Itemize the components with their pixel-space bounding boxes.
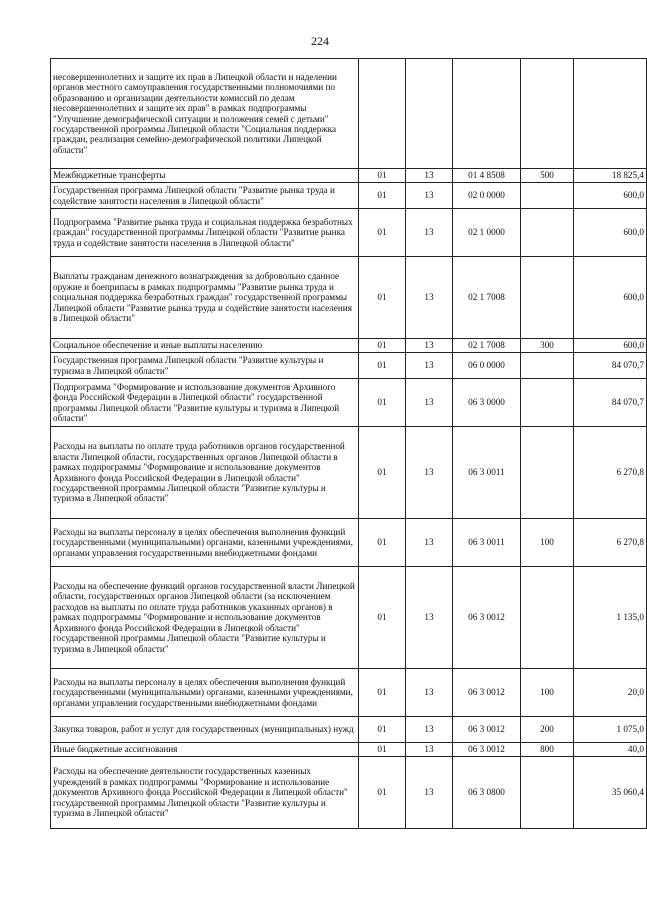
expense-type-code: 200 — [521, 717, 574, 743]
target-article-code: 02 1 0000 — [453, 209, 521, 257]
section-code: 01 — [359, 519, 406, 567]
target-article-code: 06 0 0000 — [453, 353, 521, 379]
subsection-code: 13 — [406, 353, 453, 379]
section-code: 01 — [359, 743, 406, 757]
table-row — [51, 169, 647, 183]
amount-value: 600,0 — [574, 183, 647, 209]
row-description: Государственная программа Липецкой области "Развитие культуры и туризма в Липецкой области" — [51, 353, 359, 379]
table-row — [51, 717, 647, 743]
amount-value: 6 270,8 — [574, 519, 647, 567]
subsection-code: 13 — [406, 567, 453, 669]
table-row — [51, 743, 647, 757]
amount-value: 18 825,4 — [574, 169, 647, 183]
table-row — [51, 427, 647, 519]
subsection-code: 13 — [406, 257, 453, 339]
amount-value: 600,0 — [574, 209, 647, 257]
row-description: Подпрограмма "Развитие рынка труда и социальная поддержка безработных граждан" государственной программы Липецкой области "Развитие рынка труда и содействие занятости населения в Липецкой области" — [51, 209, 359, 257]
section-code: 01 — [359, 257, 406, 339]
expense-type-code — [521, 257, 574, 339]
amount-value: 6 270,8 — [574, 427, 647, 519]
target-article-code: 06 3 0011 — [453, 519, 521, 567]
expense-type-code — [521, 59, 574, 169]
amount-value: 600,0 — [574, 339, 647, 353]
row-description: Расходы на выплаты по оплате труда работников органов государственной власти Липецкой области, государственных органов Липецкой области в рамках подпрограммы "Формирование и использование документов Архивного фонда Российской Федерации в Липецкой области" государственной программы Липецкой области "Развитие культуры и туризма в Липецкой области" — [51, 427, 359, 519]
subsection-code: 13 — [406, 183, 453, 209]
subsection-code: 13 — [406, 717, 453, 743]
row-description: Государственная программа Липецкой области "Развитие рынка труда и содействие занятости населения в Липецкой области" — [51, 183, 359, 209]
table-row — [51, 669, 647, 717]
amount-value: 35 060,4 — [574, 757, 647, 829]
section-code: 01 — [359, 427, 406, 519]
expense-type-code — [521, 183, 574, 209]
row-description: Закупка товаров, работ и услуг для государственных (муниципальных) нужд — [51, 717, 359, 743]
table-row — [51, 567, 647, 669]
amount-value: 1 135,0 — [574, 567, 647, 669]
section-code: 01 — [359, 209, 406, 257]
row-description: Иные бюджетные ассигнования — [51, 743, 359, 757]
table-row — [51, 257, 647, 339]
subsection-code: 13 — [406, 379, 453, 427]
amount-value: 84 070,7 — [574, 353, 647, 379]
amount-value: 600,0 — [574, 257, 647, 339]
target-article-code: 06 3 0012 — [453, 567, 521, 669]
row-description: Социальное обеспечение и иные выплаты населению — [51, 339, 359, 353]
row-description: Подпрограмма "Формирование и использование документов Архивного фонда Российской Федерации в Липецкой области" государственной программы Липецкой области "Развитие культуры и туризма в Липецкой области" — [51, 379, 359, 427]
amount-value: 40,0 — [574, 743, 647, 757]
section-code: 01 — [359, 757, 406, 829]
subsection-code: 13 — [406, 519, 453, 567]
section-code: 01 — [359, 183, 406, 209]
target-article-code: 06 3 0000 — [453, 379, 521, 427]
target-article-code: 06 3 0012 — [453, 743, 521, 757]
expense-type-code — [521, 379, 574, 427]
subsection-code: 13 — [406, 169, 453, 183]
row-description: Выплаты гражданам денежного вознаграждения за добровольно сданное оружие и боеприпасы в рамках подпрограммы "Развитие рынка труда и социальная поддержка безработных граждан" государственной программы Липецкой области "Развитие рынка труда и содействие занятости населения в Липецкой области" — [51, 257, 359, 339]
subsection-code: 13 — [406, 669, 453, 717]
target-article-code: 01 4 8508 — [453, 169, 521, 183]
expense-type-code: 800 — [521, 743, 574, 757]
amount-value: 1 075,0 — [574, 717, 647, 743]
subsection-code: 13 — [406, 427, 453, 519]
row-description: Расходы на выплаты персоналу в целях обеспечения выполнения функций государственными (муниципальными) органами, казенными учреждениями, органами управления государственными внебюджетными фондами — [51, 669, 359, 717]
subsection-code: 13 — [406, 743, 453, 757]
table-row — [51, 183, 647, 209]
expense-type-code: 100 — [521, 669, 574, 717]
expense-type-code — [521, 757, 574, 829]
table-row — [51, 519, 647, 567]
expense-type-code: 100 — [521, 519, 574, 567]
table-row — [51, 757, 647, 829]
page-number: 224 — [311, 34, 329, 48]
section-code: 01 — [359, 669, 406, 717]
table-row — [51, 209, 647, 257]
subsection-code: 13 — [406, 339, 453, 353]
section-code: 01 — [359, 379, 406, 427]
section-code: 01 — [359, 339, 406, 353]
subsection-code — [406, 59, 453, 169]
section-code: 01 — [359, 353, 406, 379]
target-article-code: 06 3 0012 — [453, 669, 521, 717]
section-code — [359, 59, 406, 169]
amount-value — [574, 59, 647, 169]
section-code: 01 — [359, 567, 406, 669]
amount-value: 20,0 — [574, 669, 647, 717]
target-article-code: 02 0 0000 — [453, 183, 521, 209]
subsection-code: 13 — [406, 757, 453, 829]
expense-type-code — [521, 427, 574, 519]
amount-value: 84 070,7 — [574, 379, 647, 427]
section-code: 01 — [359, 717, 406, 743]
table-row — [51, 379, 647, 427]
row-description: несовершеннолетних и защите их прав в Липецкой области и наделении органов местного самоуправления государственными полномочиями по образованию и организации деятельности комиссий по делам несовершеннолетних и защите их прав" в рамках подпрограммы "Улучшение демографической ситуации и положения семей с детьми" государственной программы Липецкой области "Социальная поддержка граждан, реализация семейно-демографической политики Липецкой области" — [51, 59, 359, 169]
expense-type-code: 300 — [521, 339, 574, 353]
expense-type-code — [521, 353, 574, 379]
table-row — [51, 353, 647, 379]
expense-type-code — [521, 567, 574, 669]
target-article-code: 06 3 0800 — [453, 757, 521, 829]
target-article-code: 02 1 7008 — [453, 257, 521, 339]
table-row — [51, 59, 647, 169]
row-description: Расходы на выплаты персоналу в целях обеспечения выполнения функций государственными (муниципальными) органами, казенными учреждениями, органами управления государственными внебюджетными фондами — [51, 519, 359, 567]
target-article-code: 06 3 0012 — [453, 717, 521, 743]
target-article-code — [453, 59, 521, 169]
budget-table — [50, 58, 647, 829]
row-description: Расходы на обеспечение деятельности государственных казенных учреждений в рамках подпрограммы "Формирование и использование документов Архивного фонда Российской Федерации в Липецкой области" государственной программы Липецкой области "Развитие культуры и туризма в Липецкой области" — [51, 757, 359, 829]
subsection-code: 13 — [406, 209, 453, 257]
target-article-code: 06 3 0011 — [453, 427, 521, 519]
target-article-code: 02 1 7008 — [453, 339, 521, 353]
expense-type-code: 500 — [521, 169, 574, 183]
row-description: Расходы на обеспечение функций органов государственной власти Липецкой области, государственных органов Липецкой области (за исключением расходов на выплаты по оплате труда работников указанных органов) в рамках подпрограммы "Формирование и использование документов Архивного фонда Российской Федерации в Липецкой области" государственной программы Липецкой области "Развитие культуры и туризма в Липецкой области" — [51, 567, 359, 669]
section-code: 01 — [359, 169, 406, 183]
expense-type-code — [521, 209, 574, 257]
row-description: Межбюджетные трансферты — [51, 169, 359, 183]
table-row — [51, 339, 647, 353]
